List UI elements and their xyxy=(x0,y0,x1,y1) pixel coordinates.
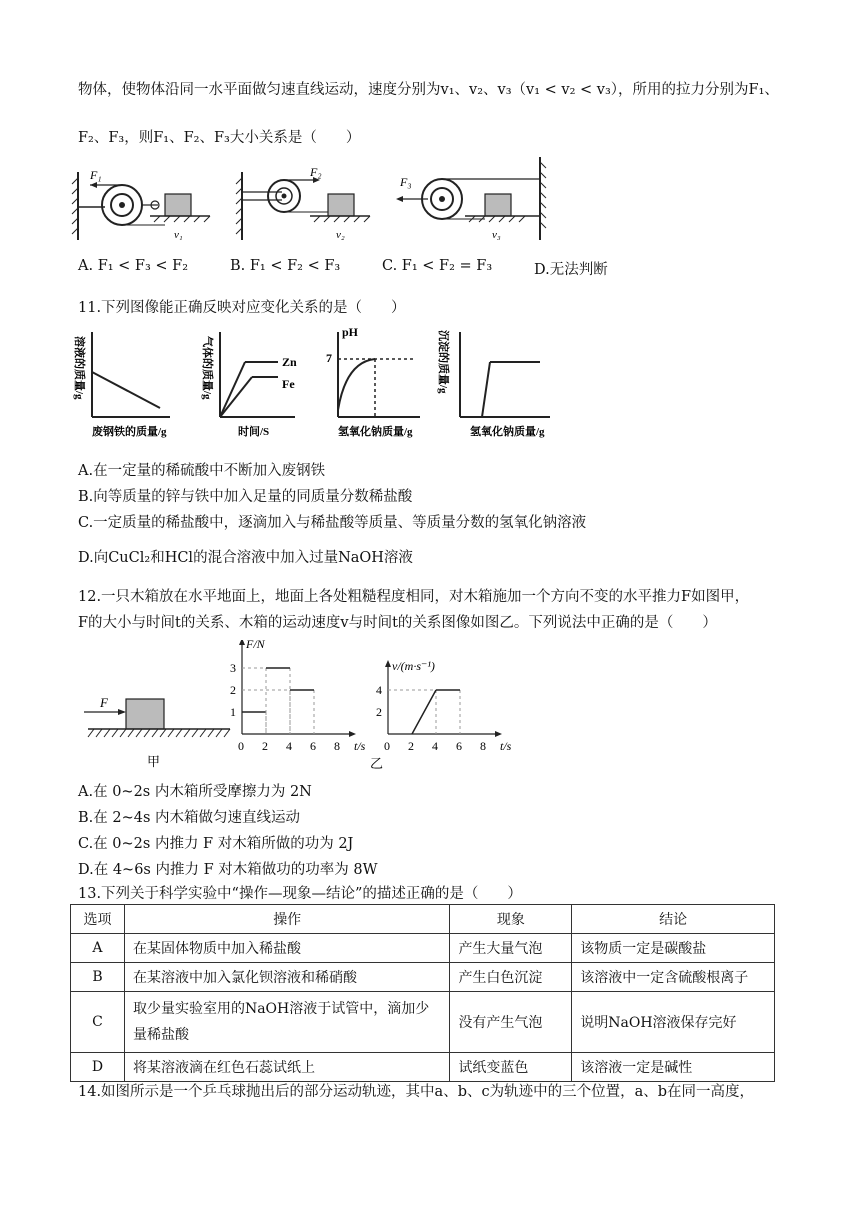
x-tick-label: 8 xyxy=(334,739,340,753)
x-axis-arrow xyxy=(349,731,356,737)
row-operation: 在某固体物质中加入稀盐酸 xyxy=(124,934,449,963)
q10-option-b[interactable]: B. F₁ < F₂ < F₃ xyxy=(230,258,341,274)
q12-option-c[interactable]: C.在 0~2s 内推力 F 对木箱所做的功为 2J xyxy=(78,836,354,852)
q11-graph-3 xyxy=(326,325,420,438)
g2-line-zn: Zn xyxy=(282,355,297,369)
pulley-figure-3 xyxy=(396,157,546,241)
x-axis-arrow xyxy=(495,731,502,737)
y-tick-label: 2 xyxy=(230,683,236,697)
header-conclusion: 结论 xyxy=(572,905,775,934)
g4-xlabel: 氢氧化钠质量/g xyxy=(470,426,545,438)
row-conclusion: 说明NaOH溶液保存完好 xyxy=(572,992,775,1053)
q12-stem-line2: F的大小与时间t的关系、木箱的运动速度v与时间t的关系图像如图乙。下列说法中正确的是（ ） xyxy=(78,615,717,631)
g3-xlabel: 氢氧化钠质量/g xyxy=(338,426,413,438)
table-row[interactable] xyxy=(71,934,775,963)
q11-graph-1 xyxy=(73,332,170,438)
row-phenomenon: 没有产生气泡 xyxy=(450,992,572,1053)
q10-option-d[interactable]: D.无法判断 xyxy=(534,262,608,278)
q10-stem-line1: 物体，使物体沿同一水平面做匀速直线运动，速度分别为v₁、v₂、v₃（v₁ < v₂ < v₃），所用的拉力分别为F₁、 xyxy=(78,82,779,98)
row-option: C xyxy=(71,992,125,1053)
x-axis-label: t/s xyxy=(354,739,366,753)
table-row[interactable] xyxy=(71,992,775,1053)
x-tick-label: 2 xyxy=(408,739,414,753)
q10-pulley-figures xyxy=(70,152,560,247)
row-operation: 在某溶液中加入氯化钡溶液和稀硝酸 xyxy=(124,963,449,992)
x-tick-label: 4 xyxy=(286,739,292,753)
y-tick-label: 1 xyxy=(230,705,236,719)
q11-option-c[interactable]: C.一定质量的稀盐酸中，逐滴加入与稀盐酸等质量、等质量分数的氢氧化钠溶液 xyxy=(78,515,587,531)
header-operation: 操作 xyxy=(124,905,449,934)
label-v2: v₂ xyxy=(336,229,345,241)
q12-caption-yi: 乙 xyxy=(370,756,384,771)
label-f3: F₃ xyxy=(400,175,412,189)
q10-option-a[interactable]: A. F₁ < F₃ < F₂ xyxy=(78,258,189,274)
pulley-figure-2 xyxy=(236,165,370,241)
x-tick-label: 4 xyxy=(432,739,438,753)
q11-graph-2 xyxy=(201,332,297,438)
q11-option-b[interactable]: B.向等质量的锌与铁中加入足量的同质量分数稀盐酸 xyxy=(78,489,413,505)
y-axis-label: F/N xyxy=(246,640,265,651)
row-operation: 取少量实验室用的NaOH溶液于试管中，滴加少量稀盐酸 xyxy=(124,992,449,1053)
y-tick-label: 2 xyxy=(376,705,382,719)
q11-option-a[interactable]: A.在一定量的稀硫酸中不断加入废钢铁 xyxy=(78,463,326,479)
q11-graphs xyxy=(70,322,570,447)
row-conclusion: 该溶液一定是碱性 xyxy=(572,1053,775,1082)
velocity-segment xyxy=(412,690,436,734)
q13-stem: 13.下列关于科学实验中“操作—现象—结论”的描述正确的是（ ） xyxy=(78,886,522,902)
x-tick-label: 2 xyxy=(262,739,268,753)
q12-option-a[interactable]: A.在 0~2s 内木箱所受摩擦力为 2N xyxy=(78,784,312,800)
label-v1: v₁ xyxy=(174,229,183,241)
q12-force-chart xyxy=(224,640,374,755)
q12-caption-jia: 甲 xyxy=(147,754,161,769)
label-v3: v₃ xyxy=(492,229,501,241)
label-f1: F₁ xyxy=(90,168,102,182)
q11-graph-4 xyxy=(437,330,550,438)
header-option: 选项 xyxy=(71,905,125,934)
g1-xlabel: 废钢铁的质量/g xyxy=(92,426,167,438)
x-tick-label: 8 xyxy=(480,739,486,753)
g2-ylabel: 气体的质量/g xyxy=(201,336,213,400)
q13-table xyxy=(70,904,775,1082)
row-phenomenon: 试纸变蓝色 xyxy=(450,1053,572,1082)
row-phenomenon: 产生白色沉淀 xyxy=(450,963,572,992)
x-tick-label: 0 xyxy=(238,739,244,753)
x-tick-label: 6 xyxy=(310,739,316,753)
table-row[interactable] xyxy=(71,963,775,992)
y-axis-arrow xyxy=(385,660,391,667)
g3-ylabel: pH xyxy=(342,325,359,339)
g1-ylabel: 溶液的质量/g xyxy=(73,336,85,400)
x-axis-label: t/s xyxy=(500,739,512,753)
q11-stem: 11.下列图像能正确反映对应变化关系的是（ ） xyxy=(78,300,406,316)
q13-table-header xyxy=(71,905,775,934)
x-tick-label: 6 xyxy=(456,739,462,753)
y-tick-label: 3 xyxy=(230,661,236,675)
q12-velocity-chart xyxy=(370,636,520,771)
q10-stem-line2: F₂、F₃，则F₁、F₂、F₃大小关系是（ ） xyxy=(78,130,361,146)
g2-line-fe: Fe xyxy=(282,377,295,391)
q10-option-c[interactable]: C. F₁ < F₂ = F₃ xyxy=(382,258,493,274)
q11-option-d[interactable]: D.向CuCl₂和HCl的混合溶液中加入过量NaOH溶液 xyxy=(78,550,413,566)
row-conclusion: 该溶液中一定含硫酸根离子 xyxy=(572,963,775,992)
q12-force-label: F xyxy=(100,695,108,710)
x-tick-label: 0 xyxy=(384,739,390,753)
table-row[interactable] xyxy=(71,1053,775,1082)
g2-xlabel: 时间/S xyxy=(238,426,270,438)
g4-ylabel: 沉淀的质量/g xyxy=(437,330,449,394)
g3-mark-7: 7 xyxy=(326,351,332,365)
row-conclusion: 该物质一定是碳酸盐 xyxy=(572,934,775,963)
y-axis-label: v/(m·s⁻¹) xyxy=(392,659,435,673)
row-phenomenon: 产生大量气泡 xyxy=(450,934,572,963)
q12-stem-line1: 12.一只木箱放在水平地面上，地面上各处粗糙程度相同，对木箱施加一个方向不变的水平推力F如图甲， xyxy=(78,589,750,605)
q12-option-d[interactable]: D.在 4~6s 内推力 F 对木箱做功的功率为 8W xyxy=(78,862,378,878)
pulley-figure-1 xyxy=(72,168,210,241)
row-option: B xyxy=(71,963,125,992)
header-phenomenon: 现象 xyxy=(450,905,572,934)
q12-option-b[interactable]: B.在 2~4s 内木箱做匀速直线运动 xyxy=(78,810,301,826)
row-operation: 将某溶液滴在红色石蕊试纸上 xyxy=(124,1053,449,1082)
row-option: A xyxy=(71,934,125,963)
q12-fig-jia xyxy=(84,692,234,772)
label-f2: F₂ xyxy=(310,165,322,179)
q14-stem: 14.如图所示是一个乒乓球抛出后的部分运动轨迹，其中a、b、c为轨迹中的三个位置，a、b在同一高度， xyxy=(78,1084,755,1100)
y-tick-label: 4 xyxy=(376,683,382,697)
row-option: D xyxy=(71,1053,125,1082)
y-axis-arrow xyxy=(239,640,245,645)
